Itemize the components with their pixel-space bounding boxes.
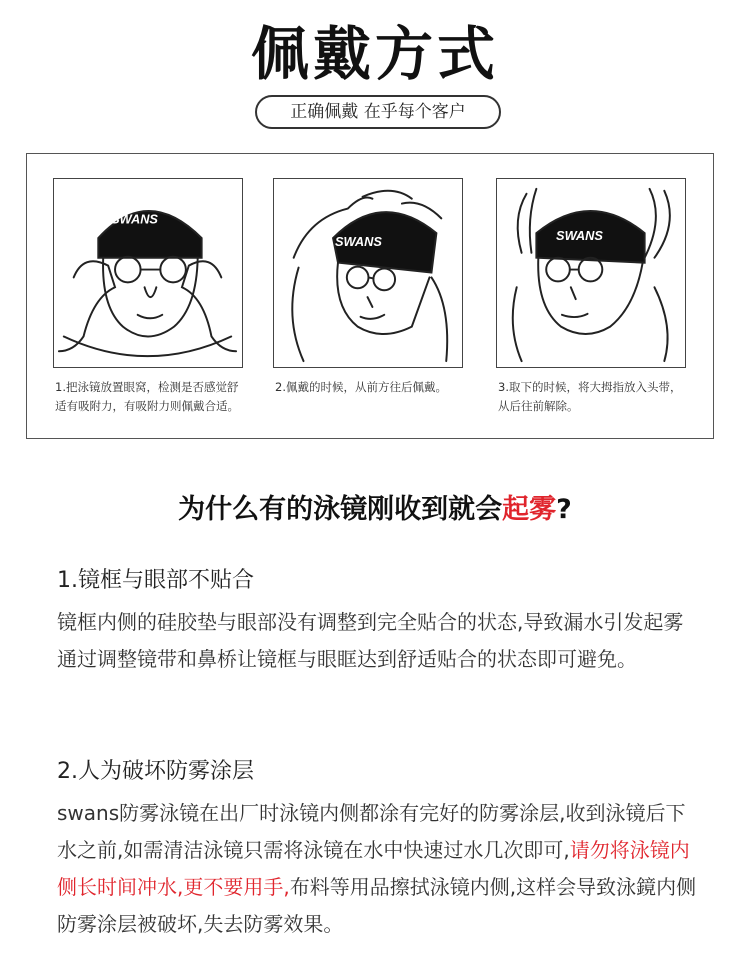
section-1-body: 镜框内侧的硅胶垫与眼部没有调整到完全贴合的状态,导致漏水引发起雾通过调整镜带和鼻桥让镜框与眼眶达到舒适贴合的状态即可避免。 — [57, 610, 684, 671]
step-1-caption: 1.把泳镜放置眼窝，检测是否感觉舒适有吸附力，有吸附力则佩戴合适。 — [55, 380, 239, 413]
step-3-caption: 3.取下的时候，将大拇指放入头带，从后往前解除。 — [498, 380, 682, 413]
section-2-heading: 2.人为破坏防雾涂层 — [57, 759, 254, 784]
step-2-brand: SWANS — [335, 233, 382, 249]
step-1-illustration — [53, 178, 243, 368]
section-2-body-part1: swans防雾泳镜在出厂时泳镜内侧都涂有完好的防雾涂层,收到泳镜后下水之前,如需清洁泳镜只需将泳镜在水中快速过水几次即可, — [57, 801, 686, 862]
step-3 — [496, 178, 688, 416]
step-1-brand: SWANS — [111, 211, 158, 227]
subtitle-badge: 正确佩戴 在乎每个客户 — [255, 95, 501, 129]
step-2-illustration — [273, 178, 463, 368]
page-title: 佩戴方式 — [250, 20, 499, 88]
step-2-caption: 2.佩戴的时候，从前方往后佩戴。 — [275, 380, 447, 394]
section-1-heading: 1.镜框与眼部不贴合 — [57, 568, 254, 593]
section-2-warning: 请勿将泳镜内侧长时间冲水,更不要用手, — [57, 838, 690, 899]
question-prefix: 为什么有的泳镜刚收到就会 — [178, 494, 503, 525]
step-3-illustration — [496, 178, 686, 368]
step-2 — [273, 178, 465, 397]
question-suffix: ? — [556, 494, 572, 525]
step-1 — [53, 178, 245, 416]
section-2-body-part2: 布料等用品擦拭泳镜内侧,这样会导致泳鏡内侧防雾涂层被破坏,失去防雾效果。 — [57, 875, 697, 936]
question-highlight: 起雾 — [502, 494, 557, 525]
fog-question-heading — [0, 490, 750, 530]
section-2-body — [57, 795, 697, 943]
wearing-guide-panel — [26, 153, 714, 439]
step-3-brand: SWANS — [556, 228, 603, 244]
